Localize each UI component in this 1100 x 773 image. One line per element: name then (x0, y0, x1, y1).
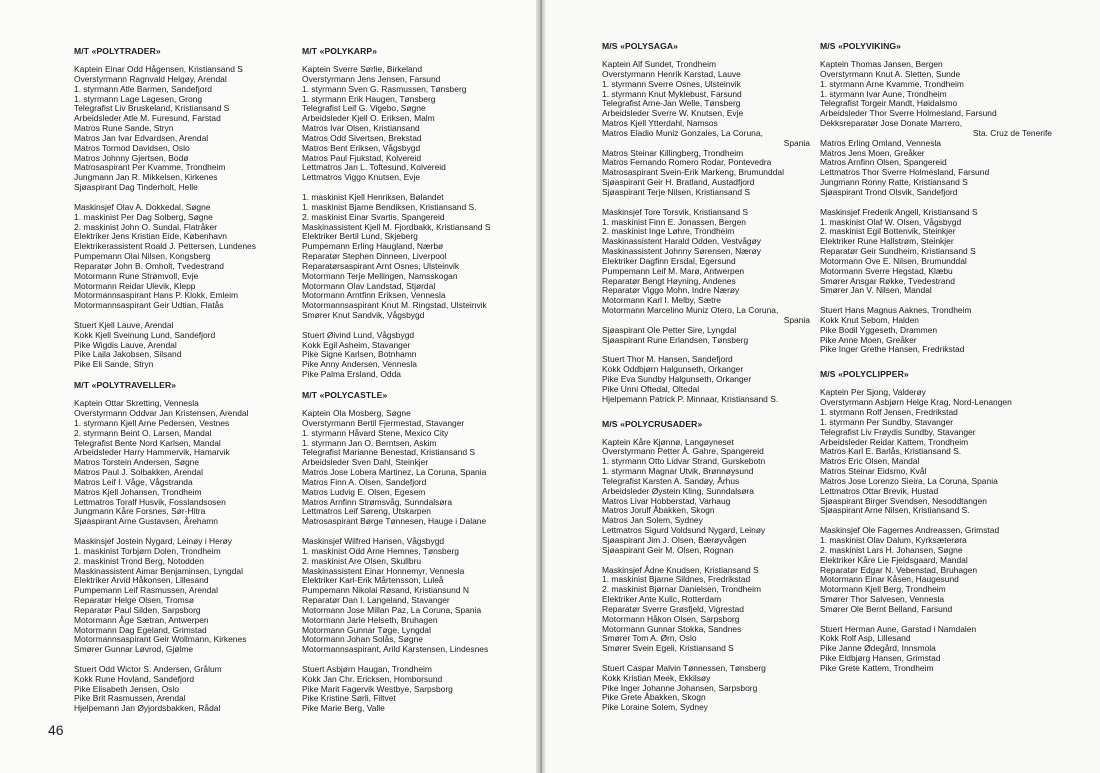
crew-entry: Reparatør Paul Silden, Sarpsborg (74, 604, 201, 615)
crew-entry: Matros Jose Lobera Martinez, La Coruna, Spania (302, 467, 487, 478)
crew-entry: Reparatør Geir Sundheim, Kristiansand S (820, 246, 976, 257)
crew-entry: Elektriker Karl-Erik Mårtensson, Luleå (302, 575, 444, 586)
crew-entry: Motormann Kjell Berg, Trondheim (820, 584, 946, 595)
crew-entry: Kaptein Alf Sundet, Trondheim (602, 59, 716, 69)
crew-entry: Matros Livar Hobberstad, Varhaug (602, 495, 731, 506)
crew-entry: Jungmann Jan R. Mikkelsen, Kirkenes (74, 172, 218, 183)
crew-entry: Maskinassistent Harald Odden, Vestvågøy (602, 236, 761, 247)
crew-entry: Smører Jan V. Nilsen, Mandal (820, 285, 932, 296)
crew-entry: Lettmatros Toralf Husvik, Fosslandsosen (74, 496, 226, 507)
ship-name: M/S «POLYCRUSADER» (602, 418, 703, 429)
crew-entry: 1. maskinist Torbjørn Dolen, Trondheim (74, 545, 221, 556)
crew-entry: Motormann Rune Strømvoll, Evje (74, 270, 199, 281)
crew-entry: Motormann Arntfinn Eriksen, Vennesla (302, 290, 446, 301)
crew-entry: Matros Jan Ivar Edvardsen, Arendal (74, 132, 209, 143)
crew-entry: Maskinsjef Tore Torsvik, Kristiansand S (602, 206, 748, 217)
crew-entry: Matros Odd Sivertsen, Brekstad (302, 132, 422, 143)
crew-entry: Pike Loraine Solem, Sydney (602, 702, 708, 713)
crew-entry: Motormannsaspirant, Arild Karstensen, Lindesnes (302, 644, 489, 655)
crew-entry: Matros Paul Fjukstad, Kolvereid (302, 152, 422, 163)
crew-entry: Stuert Odd Wictor S. Andersen, Grålum (74, 663, 222, 674)
crew-entry: Matros Tormod Davidsen, Oslo (74, 142, 190, 153)
crew-entry: Matrosaspirant Per Kvamme, Trondheim (74, 162, 226, 173)
ship-name: M/S «POLYCLIPPER» (820, 369, 909, 380)
crew-entry: Arbeidsleder Harry Hammervik, Hamarvik (74, 447, 230, 458)
crew-entry: Stuert Øivind Lund, Vågsbygd (302, 329, 415, 340)
crew-entry: 1. styrmann Per Sundby, Stavanger (820, 416, 954, 427)
crew-entry: Pike Kristine Sørli, Filtvet (302, 693, 396, 704)
crew-entry: Pike Eldbjørg Hansen, Grimstad (820, 653, 941, 664)
crew-entry: Telegrafist Liv Bruskeland, Kristiansand S (74, 103, 230, 114)
crew-entry: Maskinsjef Wilfred Hansen, Vågsbygd (302, 535, 445, 546)
crew-entry: Pike Janne Ødegård, Innsmola (820, 643, 936, 654)
column-4 (820, 41, 1052, 674)
crew-entry: 1. styrmann Rolf Jensen, Fredrikstad (820, 407, 958, 417)
ship-name: M/S «POLYVIKING» (820, 41, 902, 51)
crew-group (820, 625, 1052, 674)
crew-entry: Motormann Marcelino Muniz Otero, La Coruna, (602, 305, 779, 316)
page-number: 46 (48, 722, 64, 738)
crew-entry: Reparatør Viggo Mohn, Indre Nærøy (602, 285, 740, 296)
crew-entry: Telegrafist Leif G. Vigebo, Søgne (302, 103, 426, 114)
crew-entry: Sjøaspirant Dag Tinderholt, Helle (74, 182, 198, 193)
crew-entry: Kaptein Per Sjong, Valderøy (820, 387, 926, 398)
crew-entry: Pumpemann Leif Rasmussen, Arendal (74, 585, 218, 596)
crew-entry: Lettmatros Jan L. Toftesund, Kolvereid (302, 162, 446, 173)
crew-entry: 2. maskinist Trond Berg, Notodden (74, 555, 204, 566)
crew-entry: Kokk Jan Chr. Ericksen, Homborsund (302, 673, 443, 684)
crew-entry: Maskinassistent Kjell M. Fjordbakk, Kristiansand S (302, 221, 491, 232)
crew-entry: Lettmatros Sigurd Voldsund Nygard, Leinøy (602, 525, 766, 536)
crew-entry: Overstyrmann Asbjørn Helge Krag, Nord-Lenangen (820, 397, 1012, 408)
crew-entry: Pumpemann Erling Haugland, Nærbø (302, 241, 444, 252)
crew-group (302, 331, 532, 380)
crew-entry: Pike Grete Åbakken, Skogn (602, 692, 706, 703)
crew-entry: Reparatør Stephen Dinneen, Liverpool (302, 251, 447, 262)
crew-entry: Reparatør Bengt Høyning, Andenes (602, 275, 736, 286)
crew-entry: 2. maskinist Einar Svartis, Spangereid (302, 211, 445, 222)
crew-entry: Kokk Rune Hovland, Sandefjord (74, 673, 195, 684)
crew-entry: Pike Unni Oftedal, Oltedal (602, 383, 700, 394)
crew-entry: Reparatørsaspirant Arnt Osnes, Ulsteinvik (302, 260, 460, 271)
crew-entry: Matros Jens Moen, Greåker (820, 147, 925, 158)
crew-entry: Motormann Åge Sætran, Antwerpen (74, 614, 209, 625)
crew-entry: Hjelpemann Patrick P. Minnaar, Kristiansand S. (602, 393, 779, 404)
crew-group (602, 60, 810, 198)
crew-entry: Overstyrmann Oddvar Jan Kristensen, Arendal (74, 408, 249, 418)
crew-entry: Overstyrmann Petter Å. Gahre, Spangereid (602, 446, 764, 457)
crew-entry: 1. styrmann Kjell Arne Pedersen, Vestnes (74, 417, 230, 428)
crew-entry: Sjøaspirant Jim J. Olsen, Bærøyvågen (602, 534, 747, 545)
crew-entry: Stuert Herman Aune, Garstad i Namdalen (820, 623, 977, 634)
crew-entry: Motormannsaspirant Geir Wollmann, Kirkenes (74, 634, 247, 645)
crew-entry: Smører Knut Sandvik, Vågsbygd (302, 310, 425, 321)
crew-entry: Sjøaspirant Ole Petter Sire, Lyngdal (602, 324, 737, 335)
crew-entry: Pike Inger Grethe Hansen, Fredrikstad (820, 344, 965, 355)
crew-entry: 1. maskinist Olaf W. Olsen, Vågsbygd (820, 216, 962, 227)
crew-entry: 2. maskinist John O. Sundal, Flatråker (74, 221, 218, 232)
column-3 (602, 41, 810, 713)
crew-group (74, 321, 299, 370)
crew-entry: Kokk Oddbjørn Halgunseth, Orkanger (602, 364, 744, 375)
crew-entry: Smører Tom A. Ørn, Oslo (602, 633, 697, 644)
crew-entry: Sjøaspirant Trond Olsvik, Sandefjord (820, 186, 958, 197)
crew-entry: Matros Eric Olsen, Mandal (820, 456, 920, 467)
crew-entry: Elektriker Arvid Håkonsen, Lillesand (74, 575, 209, 586)
crew-entry: Telegrafist Marianne Benestad, Kristiansand S (302, 447, 476, 458)
crew-entry: Lettmatros Viggo Knutsen, Evje (302, 172, 421, 183)
crew-entry: 1. styrmann Knut Myklebust, Farsund (602, 88, 742, 99)
crew-entry: Arbeidsleder Atle M. Furesund, Farstad (74, 113, 221, 124)
crew-entry: Kaptein Thomas Jansen, Bergen (820, 59, 943, 69)
crew-entry: Motormann Gunnar Tøge, Lyngdal (302, 624, 431, 635)
crew-entry: Hjelpemann Jan Øyjordsbakken, Rådal (74, 703, 221, 714)
crew-entry: Elektrikerassistent Roald J. Pettersen, Lundenes (74, 241, 256, 252)
crew-entry: Dekksreparatør Jose Donate Marrero, (820, 118, 963, 129)
crew-entry: Lettmatros Thor Sverre Holmesland, Farsund (820, 167, 990, 178)
crew-entry: Kokk Egil Asheim, Stavanger (302, 339, 411, 350)
ship-section (74, 46, 299, 370)
ship-section (820, 369, 1052, 673)
crew-entry: 2. styrmann Beint O. Larsen, Mandal (74, 427, 212, 438)
crew-entry: 1. maskinist Bjarne Sildnes, Fredrikstad (602, 574, 751, 585)
crew-entry: Reparatør Dan I. Langeland, Stavanger (302, 595, 450, 606)
crew-entry: Telegrafist Karsten A. Sandøy, Århus (602, 475, 740, 486)
crew-entry: 1. maskinist Per Dag Solberg, Søgne (74, 211, 213, 222)
crew-entry: Pike Wigdis Lauve, Arendal (74, 339, 177, 350)
crew-group (74, 65, 299, 193)
crew-entry: Reparatør John B. Omholt, Tvedestrand (74, 260, 224, 271)
crew-entry: Motormann Jarle Helseth, Bruhagen (302, 614, 438, 625)
ship-name: M/T «POLYTRAVELLER» (74, 380, 177, 391)
crew-entry: Smører Ansgar Røkke, Tvedestrand (820, 275, 955, 286)
crew-entry: Elektriker Jens Kristian Eide, København (74, 231, 227, 242)
crew-entry: Matrosaspirant Børge Tønnesen, Hauge i Dalane (302, 516, 487, 527)
crew-entry: Sjøaspirant Geir H. Bratland, Austadfjord (602, 177, 755, 188)
crew-entry: Matros Finn A. Olsen, Sandefjord (302, 476, 427, 487)
crew-entry: Maskinsjef Ole Fagernes Andreassen, Grimstad (820, 525, 1000, 536)
crew-entry: Telegrafist Liv Frøydis Sundby, Stavanger (820, 426, 976, 437)
crew-entry: Matros Erling Omland, Vennesla (820, 137, 941, 148)
crew-entry: Motormann Einar Kåsen, Haugesund (820, 574, 959, 585)
book-gutter (536, 0, 546, 773)
crew-entry: Pike Anne Moen, Greåker (820, 334, 917, 345)
crew-entry: Reparatør Helge Olsen, Tromsø (74, 595, 195, 606)
crew-group (74, 203, 299, 311)
crew-group (602, 566, 810, 655)
crew-entry: Elektriker Bertil Lund, Skjeberg (302, 231, 418, 242)
crew-entry: 1. styrmann Sverre Osnes, Ulsteinvik (602, 78, 741, 89)
crew-entry: Pike Bodil Yggeseth, Drammen (820, 324, 938, 335)
crew-entry: Kaptein Ola Mosberg, Søgne (302, 408, 411, 418)
ship-name: M/T «POLYKARP» (302, 46, 378, 56)
crew-entry: Telegrafist Torgeir Mandt, Høidalsmo (820, 98, 958, 109)
crew-entry: Matros Jorulf Åbakken, Skogn (602, 505, 715, 516)
ship-section (602, 41, 810, 405)
crew-entry: Overstyrmann Henrik Karstad, Lauve (602, 68, 741, 79)
crew-entry: Sjøaspirant Arne Nilsen, Kristiansand S. (820, 505, 970, 516)
crew-entry: Kokk Kjell Sveinung Lund, Sandefjord (74, 329, 216, 340)
crew-entry: Sjøaspirant Arne Gustavsen, Årehamn (74, 516, 218, 527)
crew-group (302, 193, 532, 321)
crew-entry: Kokk Kristian Meek, Ekkilsøy (602, 672, 711, 683)
crew-entry: Matros Eladio Muniz Gonzales, La Coruna, (602, 127, 763, 138)
crew-entry: Pumpemann Nikolai Røsand, Kristiansund N (302, 585, 469, 596)
crew-entry: Smører Gunnar Løvrod, Gjølme (74, 644, 194, 655)
crew-entry: Matros Steinar Eidsmo, Kvål (820, 466, 927, 477)
crew-entry: 1. maskinist Finn E. Jonassen, Bergen (602, 216, 746, 227)
crew-entry: Matros Paul J. Solbakken, Arendal (74, 467, 203, 478)
crew-entry: Jungmann Kåre Forsnes, Sør-Hitra (74, 506, 206, 517)
ship-section (602, 419, 810, 714)
crew-entry: Kaptein Ottar Skretting, Vennesla (74, 398, 199, 409)
crew-entry: Arbeidsleder Thor Sverre Holmesland, Farsund (820, 108, 997, 119)
crew-entry: Pike Brit Rasmussen, Arendal (74, 693, 186, 704)
crew-entry: Matros Arnfinn Strømsvåg, Sunndalsøra (302, 496, 453, 507)
crew-entry: Matros Ludvig E. Olsen, Egesem (302, 486, 426, 497)
crew-entry: Overstyrmann Bertil Fjermestad, Stavanger (302, 417, 465, 428)
crew-entry: Motormann Terje Mellingen, Namsskogan (302, 270, 458, 281)
crew-group (602, 664, 810, 713)
crew-entry: Matros Leif I. Våge, Vågstranda (74, 476, 193, 487)
ship-section (302, 46, 532, 380)
crew-entry: Reparatør Sverre Grøsfjeld, Vigrestad (602, 603, 744, 614)
crew-entry: Telegrafist Bente Nord Karlsen, Mandal (74, 437, 221, 448)
crew-entry: Maskinsjef Jostein Nygard, Leinøy i Herøy (74, 535, 233, 546)
crew-entry: Elektriker Kåre Lie Fjeldsgaard, Mandal (820, 554, 968, 565)
crew-entry: Kaptein Sverre Sørlie, Birkeland (302, 64, 423, 74)
crew-group (302, 537, 532, 655)
crew-entry: 2. maskinist Egil Bottenvik, Steinkjer (820, 226, 956, 237)
crew-entry: 1. styrmann Ivar Aune, Trondheim (820, 88, 947, 99)
crew-entry: 1. styrmann Atle Barmen, Sandefjord (74, 83, 212, 94)
crew-entry: Pike Palma Ersland, Odda (302, 369, 401, 380)
crew-entry: Stuert Thor M. Hansen, Sandefjord (602, 354, 733, 365)
crew-entry: 1. styrmann Arne Kvamme, Trondheim (820, 78, 964, 89)
crew-group (602, 208, 810, 346)
crew-entry: Stuert Kjell Lauve, Arendal (74, 319, 174, 330)
crew-entry: 1. maskinist Olav Dalum, Kyrksæterøra (820, 534, 967, 545)
crew-entry: Smører Svein Egeli, Kristiansand S (602, 643, 734, 654)
crew-entry: Matros Arnfinn Olsen, Spangereid (820, 157, 947, 168)
crew-entry: Arbeidsleder Sven Dahl, Steinkjer (302, 457, 429, 468)
crew-entry: Motormannsaspirant Hans P. Klokk, Emleim (74, 290, 238, 301)
crew-entry: 2. maskinist Lars H. Johansen, Søgne (820, 544, 963, 555)
crew-group (74, 399, 299, 527)
crew-entry: Kokk Knut Sebom, Halden (820, 314, 919, 325)
crew-entry: Smører Ole Bernt Belland, Farsund (820, 603, 953, 614)
crew-entry: 1. styrmann Håvard Stene, Mexico City (302, 427, 449, 438)
crew-entry: Matros Kjell Ytterdahl, Namsos (602, 118, 718, 129)
crew-entry: Pumpemann Olai Nilsen, Kongsberg (74, 251, 211, 262)
crew-entry: Stuert Asbjørn Haugan, Trondheim (302, 663, 432, 674)
column-2 (302, 46, 532, 714)
crew-entry: Matros Ivar Olsen, Kristiansand (302, 123, 420, 134)
crew-entry: 2. maskinist Are Olsen, Skullbru (302, 555, 422, 566)
crew-entry: Motormann Gunnar Stokka, Sandnes (602, 623, 742, 634)
crew-group (74, 665, 299, 714)
crew-entry: Spania (783, 137, 810, 148)
crew-group (820, 60, 1052, 198)
crew-entry: Matros Kjell Johansen, Trondheim (74, 486, 202, 497)
crew-entry: Pike Laila Jakobsen, Silsand (74, 349, 182, 360)
ship-section (820, 41, 1052, 355)
crew-entry: Sjøaspirant Rune Erlandsen, Tønsberg (602, 334, 749, 345)
crew-entry: Maskinsjef Ådne Knudsen, Kristiansand S (602, 564, 759, 575)
crew-entry: Pike Elisabeth Jensen, Oslo (74, 683, 180, 694)
ship-name: M/T «POLYTRADER» (74, 46, 161, 56)
crew-entry: Matros Torstein Andersen, Søgne (74, 457, 200, 468)
crew-entry: 1. maskinist Kjell Henriksen, Bølandet (302, 191, 444, 202)
ship-section (302, 390, 532, 714)
crew-entry: Motormann Johan Solås, Søgne (302, 634, 424, 645)
crew-group (602, 438, 810, 556)
crew-group (820, 526, 1052, 615)
crew-entry: Pike Signe Karlsen, Botnhamn (302, 349, 417, 360)
crew-entry: Matros Fernando Romero Rodar, Pontevedra (602, 157, 772, 168)
crew-entry: Arbeidsleder Kjell O. Eriksen, Malm (302, 113, 435, 124)
crew-entry: Pike Eva Sundby Halgunseth, Orkanger (602, 374, 752, 384)
crew-entry: Arbeidsleder Reidar Kattem, Trondheim (820, 436, 969, 447)
crew-entry: Motormann Sverre Hegstad, Klæbu (820, 265, 953, 276)
crew-entry: Matros Karl E. Barlås, Kristiansand S. (820, 446, 962, 457)
crew-entry: Arbeidsleder Øystein Kling, Sunndalsøra (602, 485, 754, 496)
crew-entry: Stuert Hans Magnus Aaknes, Trondheim (820, 305, 972, 316)
crew-entry: 1. maskinist Odd Arne Hemnes, Tønsberg (302, 545, 459, 556)
crew-entry: Matros Jan Solem, Sydney (602, 515, 703, 526)
crew-entry: Maskinassistent Aimar Benjaminsen, Lyngdal (74, 565, 243, 576)
crew-entry: Sjøaspirant Terje Nilsen, Kristiansand S (602, 186, 751, 197)
crew-entry: Lettmatros Leif Søreng, Utskarpen (302, 506, 431, 517)
column-1 (74, 46, 299, 714)
crew-entry: Matros Bent Eriksen, Vågsbygd (302, 142, 421, 153)
crew-entry: Maskinassistent Einar Honnemyr, Vennesla (302, 565, 465, 576)
crew-entry: Matros Rune Sande, Stryn (74, 123, 174, 134)
crew-entry: Jungmann Ronny Ratte, Kristiansand S (820, 177, 968, 188)
crew-entry: 2. maskinist Bjørnar Danielsen, Trondheim (602, 584, 761, 595)
crew-entry: Elektriker Ante Kulic, Rotterdam (602, 594, 722, 605)
crew-entry: Matros Jose Lorenzo Sieira, La Coruna, Spania (820, 475, 998, 486)
crew-entry: 1. maskinist Bjarne Bendiksen, Kristiansand S. (302, 201, 477, 212)
crew-entry: Overstyrmann Knut A. Sletten, Sunde (820, 68, 961, 79)
crew-entry: Arbeidsleder Sverre W. Knutsen, Evje (602, 108, 744, 119)
crew-group (820, 388, 1052, 516)
ship-name: M/S «POLYSAGA» (602, 41, 679, 51)
ship-section (74, 380, 299, 714)
crew-entry: 1. styrmann Erik Haugen, Tønsberg (302, 93, 436, 104)
crew-entry: Kaptein Kåre Kjønnø, Langøyneset (602, 436, 734, 447)
crew-entry: Sjøaspirant Geir M. Olsen, Rognan (602, 544, 734, 555)
crew-entry: Overstyrmann Ragnvald Helgøy, Arendal (74, 73, 227, 84)
crew-entry: 1. styrmann Otto Lidvar Strand, Gurskebotn (602, 456, 766, 467)
crew-group (820, 208, 1052, 297)
crew-entry: Matros Johnny Gjertsen, Bodø (74, 152, 189, 163)
crew-entry: Pike Anny Andersen, Vennesla (302, 359, 417, 370)
crew-entry: Matrosaspirant Svein-Erik Markeng, Brumunddal (602, 167, 784, 178)
crew-entry: Motormann Reidar Ulevik, Klepp (74, 280, 196, 291)
crew-entry: Elektriker Dagfinn Ersdal, Egersund (602, 255, 736, 266)
crew-entry: Motormann Karl I. Melby, Sætre (602, 295, 721, 306)
crew-entry: Sta. Cruz de Tenerife (972, 127, 1052, 138)
crew-entry: Kaptein Einar Odd Hågensen, Kristiansand S (74, 64, 243, 74)
crew-entry: Reparatør Edgar N. Vebenstad, Bruhagen (820, 564, 978, 575)
crew-entry: Kokk Rolf Asp, Lillesand (820, 633, 911, 644)
crew-group (74, 537, 299, 655)
crew-entry: Motormann Dag Egeland, Grimstad (74, 624, 207, 635)
crew-entry: 2. maskinist Inge Løhre, Trondheim (602, 226, 735, 237)
crew-entry: Sjøaspirant Birger Svendsen, Nesoddtangen (820, 495, 987, 506)
crew-entry: Lettmatros Ottar Brevik, Hustad (820, 485, 939, 496)
crew-entry: Spania (783, 314, 810, 325)
crew-entry: Pike Eli Sande, Stryn (74, 359, 154, 370)
crew-entry: Motormann Jose Millan Paz, La Coruna, Spania (302, 604, 482, 615)
crew-entry: 1. styrmann Jan O. Berntsen, Askim (302, 437, 437, 448)
crew-entry: Telegrafist Arne-Jan Welle, Tønsberg (602, 98, 741, 109)
crew-entry: 1. styrmann Magnar Utvik, Brønnøysund (602, 466, 754, 477)
crew-group (602, 355, 810, 404)
crew-group (302, 65, 532, 183)
crew-entry: Maskinsjef Olav A. Dokkedal, Søgne (74, 201, 211, 212)
crew-entry: Motormann Olav Landstad, Stjørdal (302, 280, 436, 291)
crew-entry: Pike Inger Johanne Johansen, Sarpsborg (602, 682, 758, 693)
crew-entry: Motormannsaspirant Knut M. Ringstad, Ulsteinvik (302, 300, 487, 311)
crew-entry: Elektriker Rune Hallstrøm, Steinkjer (820, 236, 954, 247)
crew-entry: 1. styrmann Sven G. Rasmussen, Tønsberg (302, 83, 467, 94)
crew-entry: Motormann Ove E. Nilsen, Brumunddal (820, 255, 967, 266)
crew-group (302, 409, 532, 527)
crew-entry: 1. styrmann Lage Lagesen, Grong (74, 93, 203, 104)
crew-entry: Stuert Caspar Malvin Tønnessen, Tønsberg (602, 662, 766, 673)
crew-entry: Overstyrmann Jens Jensen, Farsund (302, 73, 441, 84)
crew-entry: Pike Marit Fagervik Westbye, Sarpsborg (302, 683, 453, 694)
crew-group (302, 665, 532, 714)
crew-group (820, 306, 1052, 355)
crew-entry: Smører Thor Salvesen, Vennesla (820, 594, 945, 605)
crew-entry: Pike Grete Kattem, Trondheim (820, 662, 934, 673)
crew-entry: Motormannsaspirant Geir Udtian, Flatås (74, 300, 224, 311)
crew-entry: Pike Marie Berg, Valle (302, 703, 385, 714)
crew-entry: Pumpemann Leif M. Marø, Antwerpen (602, 265, 745, 276)
crew-entry: Maskinassistent Johnny Sørensen, Nærøy (602, 246, 761, 257)
crew-entry: Matros Steinar Killingberg, Trondheim (602, 147, 744, 158)
ship-name: M/T «POLYCASTLE» (302, 390, 388, 400)
crew-entry: Maskinsjef Frederik Angell, Kristiansand S (820, 206, 978, 217)
crew-entry: Motormann Håkon Olsen, Sarpsborg (602, 613, 740, 624)
